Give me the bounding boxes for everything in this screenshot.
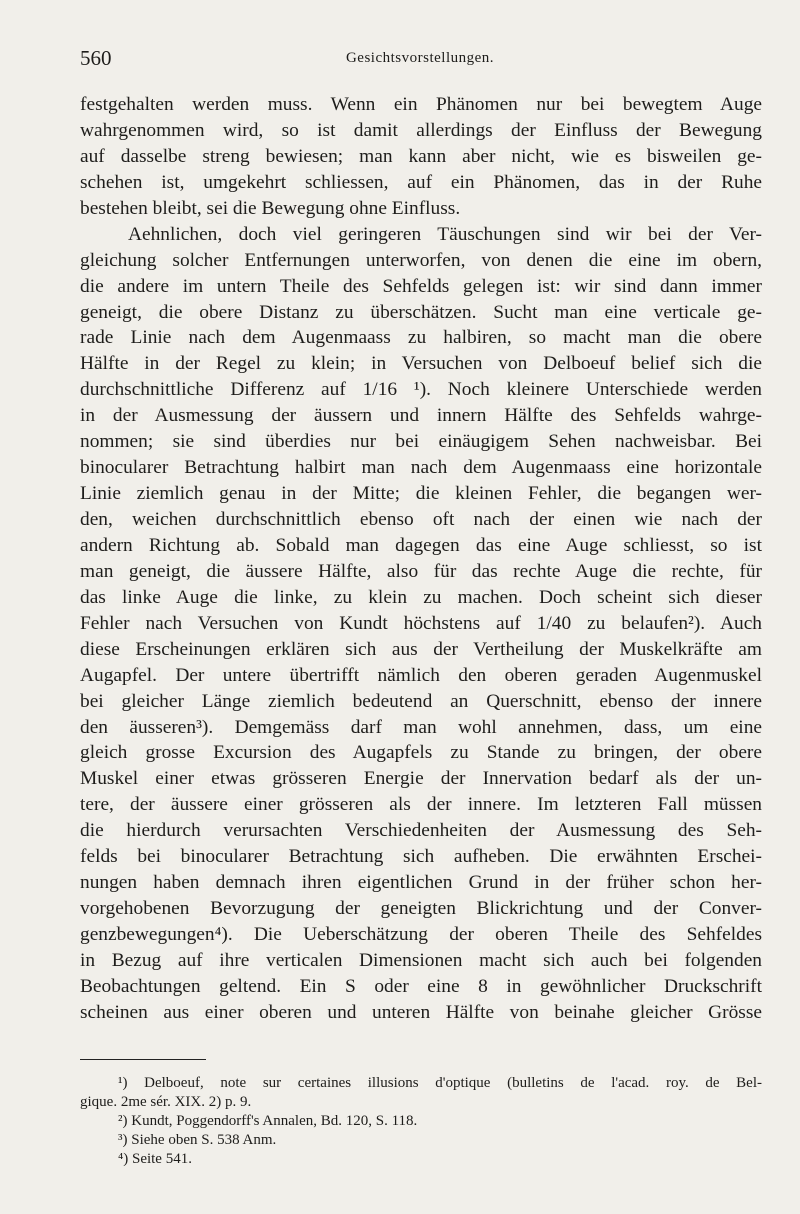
text-line: Linie ziemlich genau in der Mitte; die kleinen Fehler, die begangen wer-	[80, 483, 762, 505]
footnote-rule	[80, 1059, 206, 1060]
text-line: Hälfte in der Regel zu klein; in Versuchen von Delboeuf belief sich die	[80, 353, 762, 375]
text-line: den äusseren³). Demgemäss darf man wohl annehmen, dass, um eine	[80, 716, 762, 738]
text-line: Muskel einer etwas grösseren Energie der Innervation bedarf als der un-	[80, 768, 762, 790]
text-line: gleich grosse Excursion des Augapfels zu Stande zu bringen, der obere	[80, 742, 762, 764]
text-line: in Bezug auf ihre verticalen Dimensionen macht sich auch bei folgenden	[80, 949, 762, 971]
footnote: ²) Kundt, Poggendorff's Annalen, Bd. 120, S. 118.	[118, 1113, 418, 1129]
body-text	[80, 92, 762, 1026]
running-title: Gesichtsvorstellungen.	[345, 50, 495, 66]
text-line: binocularer Betrachtung halbirt man nach dem Augenmaass eine horizontale	[80, 457, 762, 479]
footnote: ³) Siehe oben S. 538 Anm.	[118, 1132, 277, 1148]
text-line: tere, der äussere einer grösseren als der innere. Im letzteren Fall müssen	[80, 794, 762, 816]
text-line: nommen; sie sind überdies nur bei einäugigem Sehen nachweisbar. Bei	[80, 431, 762, 453]
text-line: wahrgenommen wird, so ist damit allerdings der Einfluss der Bewegung	[80, 119, 762, 141]
text-line: durchschnittliche Differenz auf 1/16 ¹). Noch kleinere Unterschiede werden	[80, 379, 762, 401]
text-line: Augapfel. Der untere übertrifft nämlich den oberen geraden Augenmuskel	[80, 664, 762, 686]
text-line: das linke Auge die linke, zu klein zu machen. Doch scheint sich dieser	[80, 586, 762, 608]
text-line: man geneigt, die äussere Hälfte, also für das rechte Auge die rechte, für	[80, 560, 762, 582]
text-line: schehen ist, umgekehrt schliessen, auf ein Phänomen, das in der Ruhe	[80, 171, 762, 193]
text-line: gleichung solcher Entfernungen unterworfen, von denen die eine im obern,	[80, 249, 762, 271]
text-line: vorgehobenen Bevorzugung der geneigten Blickrichtung und der Conver-	[80, 898, 762, 920]
text-line: den, weichen durchschnittlich ebenso oft nach der einen wie nach der	[80, 509, 762, 530]
page-number: 560	[80, 46, 112, 70]
text-line: die hierdurch verursachten Verschiedenheiten der Ausmessung des Seh-	[80, 820, 762, 842]
text-line: genzbewegungen⁴). Die Ueberschätzung der oberen Theile des Sehfeldes	[80, 924, 762, 945]
text-line: Fehler nach Versuchen von Kundt höchstens auf 1/40 zu belaufen²). Auch	[80, 612, 762, 634]
footnote: ⁴) Seite 541.	[118, 1151, 192, 1167]
text-line: diese Erscheinungen erklären sich aus der Vertheilung der Muskelkräfte am	[80, 638, 762, 660]
text-line: bestehen bleibt, sei die Bewegung ohne Einfluss.	[80, 197, 461, 219]
text-line: in der Ausmessung der äussern und innern Hälfte des Sehfelds wahrge-	[80, 405, 762, 427]
text-line: die andere im untern Theile des Sehfelds gelegen ist: wir sind dann immer	[80, 275, 762, 297]
text-line: Beobachtungen geltend. Ein S oder eine 8 in gewöhnlicher Druckschrift	[80, 975, 762, 997]
text-line: scheinen aus einer oberen und unteren Hälfte von beinahe gleicher Grösse	[80, 1001, 762, 1023]
text-line: felds bei binocularer Betrachtung sich aufheben. Die erwähnten Erschei-	[80, 846, 762, 868]
footnote-continuation: gique. 2me sér. XIX. 2) p. 9.	[80, 1094, 252, 1110]
footnotes	[80, 1074, 762, 1169]
text-line: festgehalten werden muss. Wenn ein Phänomen nur bei bewegtem Auge	[80, 94, 762, 115]
text-line: andern Richtung ab. Sobald man dagegen das eine Auge schliesst, so ist	[80, 534, 762, 556]
footnote: ¹) Delboeuf, note sur certaines illusions d'optique (bulletins de l'acad. roy. de Bel-	[118, 1075, 762, 1091]
text-line: bei gleicher Länge ziemlich bedeutend an Querschnitt, ebenso der innere	[80, 690, 762, 712]
text-line: geneigt, die obere Distanz zu überschätzen. Sucht man eine verticale ge-	[80, 301, 762, 323]
page-header	[80, 46, 760, 74]
text-line: auf dasselbe streng bewiesen; man kann aber nicht, wie es bisweilen ge-	[80, 145, 762, 167]
text-line: rade Linie nach dem Augenmaass zu halbiren, so macht man die obere	[80, 327, 762, 349]
text-line: nungen haben demnach ihren eigentlichen Grund in der früher schon her-	[80, 872, 762, 894]
text-line: Aehnlichen, doch viel geringeren Täuschungen sind wir bei der Ver-	[128, 223, 762, 245]
